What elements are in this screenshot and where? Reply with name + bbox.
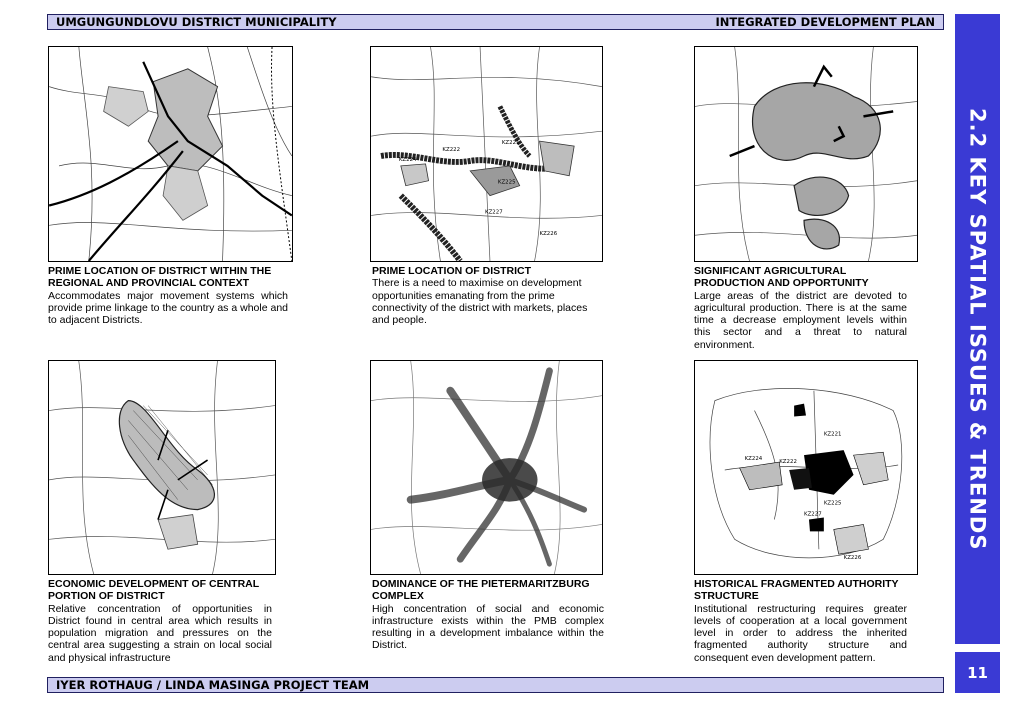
caption-title: PRIME LOCATION OF DISTRICT xyxy=(372,265,532,277)
map-regional-context xyxy=(48,46,293,262)
project-team: IYER ROTHAUG / LINDA MASINGA PROJECT TEAM xyxy=(56,678,370,692)
page-number: 11 xyxy=(955,652,1000,693)
caption-title: PRIME LOCATION OF DISTRICT WITHIN THE REGIONAL AND PROVINCIAL CONTEXT xyxy=(48,265,272,290)
map-central-development xyxy=(48,360,276,575)
map-label: KZ226 xyxy=(843,555,862,562)
document-header xyxy=(47,14,944,30)
map-label: KZ224 xyxy=(744,456,763,463)
map-label: KZ225 xyxy=(823,500,842,507)
caption-1 xyxy=(48,265,288,326)
map-agricultural xyxy=(694,46,918,262)
caption-body: Large areas of the district are devoted to agricultural production. There is at the same time a decrease employment levels within this sector and a threat to natural environment. xyxy=(694,289,907,351)
map-label: KZ222 xyxy=(779,459,797,466)
caption-title: DOMINANCE OF THE PIETERMARITZBURG COMPLEX xyxy=(372,578,590,603)
caption-body: Relative concentration of opportunities in District found in central area which results in population migration and pressures on the central area suggesting a strain on local social and physical infrastructure xyxy=(48,602,272,664)
caption-body: High concentration of social and economic infrastructure exists within the PMB complex resulting in a development imbalance within the District. xyxy=(372,602,604,652)
caption-4 xyxy=(48,578,272,664)
caption-2 xyxy=(372,265,604,326)
map-label: KZ221 xyxy=(501,140,520,147)
caption-body: There is a need to maximise on development opportunities emanating from the prime connectivity of the district with markets, places and people. xyxy=(372,277,588,327)
map-label: KZ227 xyxy=(804,511,822,518)
document-footer xyxy=(47,677,944,693)
municipality-name: UMGUNGUNDLOVU DISTRICT MUNICIPALITY xyxy=(56,15,337,29)
caption-5 xyxy=(372,578,604,652)
map-pmb-dominance xyxy=(370,360,603,575)
section-title: 2.2 KEY SPATIAL ISSUES & TRENDS xyxy=(965,107,990,551)
caption-6 xyxy=(694,578,907,664)
map-label: KZ221 xyxy=(823,431,842,438)
caption-3 xyxy=(694,265,907,351)
map-label: KZ222 xyxy=(442,147,461,154)
map-prime-location xyxy=(370,46,603,262)
map-label: KZ226 xyxy=(539,231,558,238)
map-label: KZ225 xyxy=(497,179,516,186)
map-fragmented-authority xyxy=(694,360,918,575)
caption-title: HISTORICAL FRAGMENTED AUTHORITY STRUCTURE xyxy=(694,578,899,603)
caption-body: Institutional restructuring requires greater levels of cooperation at a local government level in order to address the inherited fragmented authority structure and consequent even development pattern. xyxy=(694,602,907,664)
map-label: KZ227 xyxy=(485,209,503,216)
caption-body: Accommodates major movement systems which provide prime linkage to the country as a whole and to adjacent Districts. xyxy=(48,289,288,327)
plan-name: INTEGRATED DEVELOPMENT PLAN xyxy=(715,15,935,29)
map-label: KZ224 xyxy=(398,156,417,163)
caption-title: SIGNIFICANT AGRICULTURAL PRODUCTION AND OPPORTUNITY xyxy=(694,265,869,290)
caption-title: ECONOMIC DEVELOPMENT OF CENTRAL PORTION OF DISTRICT xyxy=(48,578,259,603)
